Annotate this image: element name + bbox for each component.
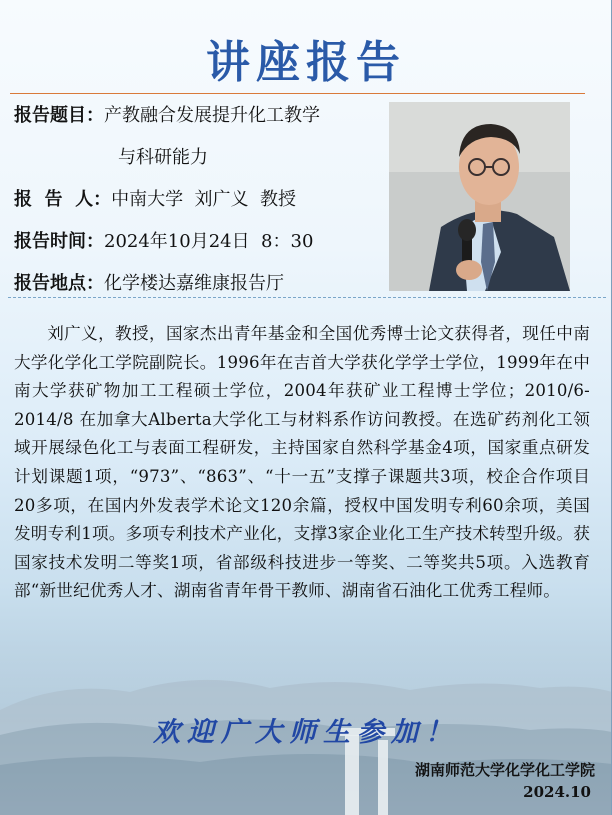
issue-date: 2024.10 bbox=[523, 783, 591, 801]
section-divider bbox=[8, 297, 606, 298]
time-row bbox=[14, 231, 313, 253]
topic-row bbox=[14, 105, 320, 127]
organizer-name: 湖南师范大学化学化工学院 bbox=[414, 761, 595, 779]
speaker-label: 报 告 人： bbox=[14, 189, 112, 210]
speaker-photo bbox=[389, 102, 570, 291]
speaker-value: 中南大学 刘广义 教授 bbox=[111, 189, 296, 210]
welcome-slogan: 欢迎广大师生参加！ bbox=[153, 717, 459, 748]
speaker-biography: 刘广义，教授，国家杰出青年基金和全国优秀博士论文获得者，现任中南大学化学化工学院副院长。1996年在吉首大学获化学学士学位，1999年在中南大学获矿物加工工程硕士学位，2004年获矿业工程博士学位；2010/6-2014/8 在加拿大Alberta大学化工与材料系作访问教授。在选矿药剂化工领域开展绿色化工与表面工程研发，主持国家自然科学基金4项，国家重点研发计划课题1项，“973”、“863”、“十一五”支撑子课题共3项，校企合作项目20多项，在国内外发表学术论文120余篇，授权中国发明专利60余项，美国发明专利1项。多项专利技术产业化，支撑3家企业化工生产技术转型升级。获国家技术发明二等奖1项，省部级科技进步一等奖、二等奖共5项。入选教育部“新世纪优秀人才、湖南省青年骨干教师、湖南省石油化工优秀工程师。 bbox=[14, 324, 590, 601]
speaker-row bbox=[14, 189, 296, 211]
place-label: 报告地点： bbox=[14, 273, 104, 294]
title-divider bbox=[10, 93, 585, 94]
place-value: 化学楼达嘉维康报告厅 bbox=[104, 273, 284, 294]
topic-value-line2: 与科研能力 bbox=[118, 147, 208, 168]
place-row bbox=[14, 273, 284, 295]
topic-row-cont bbox=[118, 147, 208, 169]
time-label: 报告时间： bbox=[14, 231, 104, 252]
poster-title: 讲座报告 bbox=[206, 37, 406, 88]
topic-label: 报告题目： bbox=[14, 105, 104, 126]
topic-value-line1: 产教融合发展提升化工教学 bbox=[104, 105, 320, 126]
time-value: 2024年10月24日 8：30 bbox=[104, 231, 314, 252]
